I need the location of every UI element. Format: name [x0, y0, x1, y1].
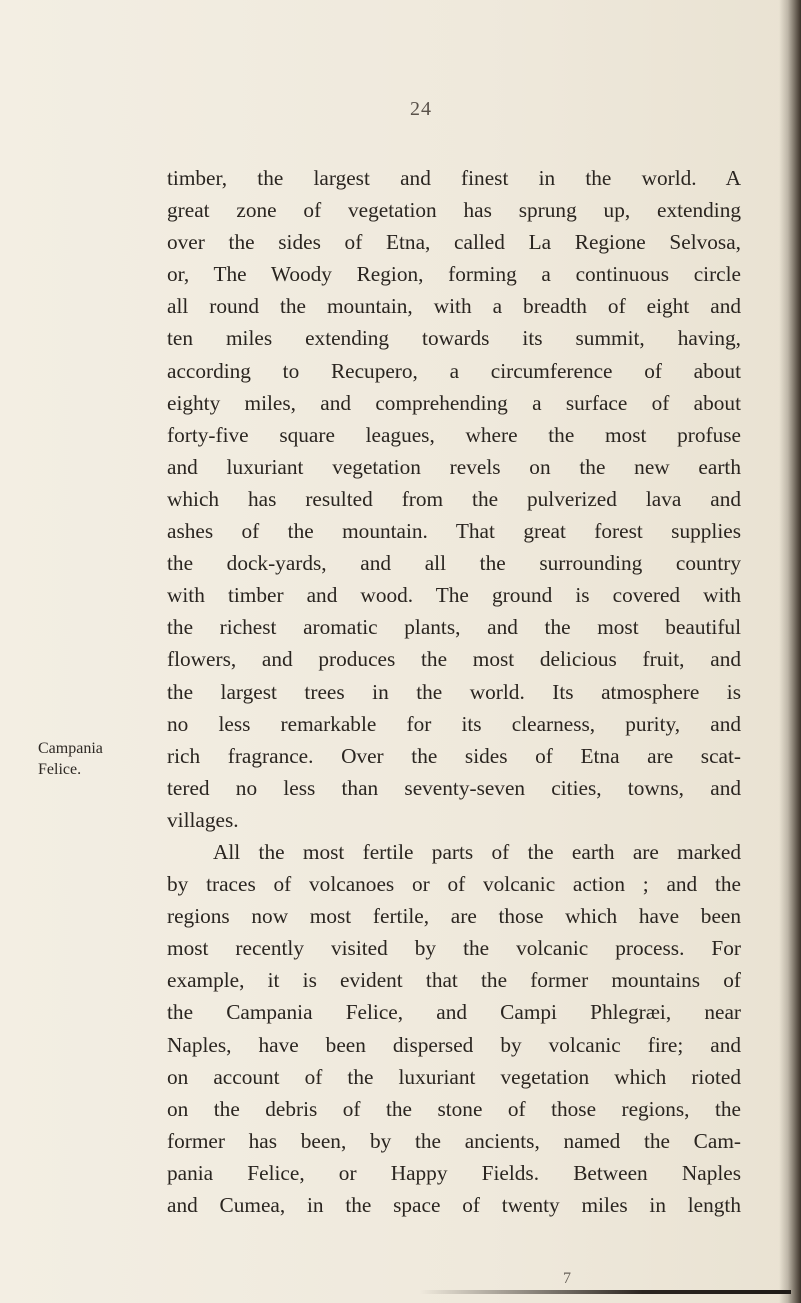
text-line: Naples, have been dispersed by volcanic fire; and: [167, 1032, 741, 1057]
sidenote-felice: Felice.: [38, 761, 82, 778]
text-line: on the debris of the stone of those regions, the: [167, 1096, 741, 1121]
text-line: eighty miles, and comprehending a surface of about: [167, 390, 741, 415]
text-line: and luxuriant vegetation revels on the new earth: [167, 454, 741, 479]
text-line: pania Felice, or Happy Fields. Between Naples: [167, 1160, 741, 1185]
text-line: tered no less than seventy-seven cities, towns, and: [167, 775, 741, 800]
body-text: [167, 162, 741, 1221]
page-number: 24: [410, 98, 432, 120]
text-line: and Cumea, in the space of twenty miles in length: [167, 1193, 741, 1217]
text-line: according to Recupero, a circumference of about: [167, 358, 741, 383]
text-line: or, The Woody Region, forming a continuous circle: [167, 262, 741, 287]
text-line: all round the mountain, with a breadth of eight and: [167, 294, 741, 319]
text-line: the Campania Felice, and Campi Phlegræi, near: [167, 1000, 741, 1025]
text-line: timber, the largest and finest in the world. A: [167, 166, 741, 190]
text-line: most recently visited by the volcanic process. For: [167, 936, 741, 961]
text-line: ten miles extending towards its summit, having,: [167, 326, 741, 351]
text-line: over the sides of Etna, called La Regione Selvosa,: [167, 230, 741, 255]
text-line: flowers, and produces the most delicious fruit, and: [167, 647, 741, 672]
sidenote-campania: Campania: [38, 740, 103, 757]
text-line: no less remarkable for its clearness, purity, and: [167, 711, 741, 736]
text-line: All the most fertile parts of the earth are marked: [213, 839, 741, 864]
text-line: on account of the luxuriant vegetation which rioted: [167, 1064, 741, 1089]
text-line: rich fragrance. Over the sides of Etna are scat-: [167, 743, 741, 768]
text-line: villages.: [167, 807, 239, 832]
text-line: regions now most fertile, are those which have been: [167, 904, 741, 929]
text-line: which has resulted from the pulverized lava and: [167, 486, 741, 511]
text-line: great zone of vegetation has sprung up, extending: [167, 198, 741, 223]
text-line: ashes of the mountain. That great forest supplies: [167, 519, 741, 544]
text-line: the dock-yards, and all the surrounding country: [167, 551, 741, 576]
text-line: former has been, by the ancients, named the Cam-: [167, 1128, 741, 1153]
text-line: forty-five square leagues, where the most profuse: [167, 422, 741, 447]
text-line: the largest trees in the world. Its atmosphere is: [167, 679, 741, 704]
page-edge-shadow: [779, 0, 801, 1303]
text-line: the richest aromatic plants, and the most beautiful: [167, 615, 741, 640]
text-line: example, it is evident that the former mountains of: [167, 968, 741, 993]
signature-mark: 7: [563, 1270, 571, 1287]
text-line: by traces of volcanoes or of volcanic action ; and the: [167, 872, 741, 897]
bottom-edge-rule: [420, 1290, 791, 1294]
text-line: with timber and wood. The ground is covered with: [167, 583, 741, 608]
